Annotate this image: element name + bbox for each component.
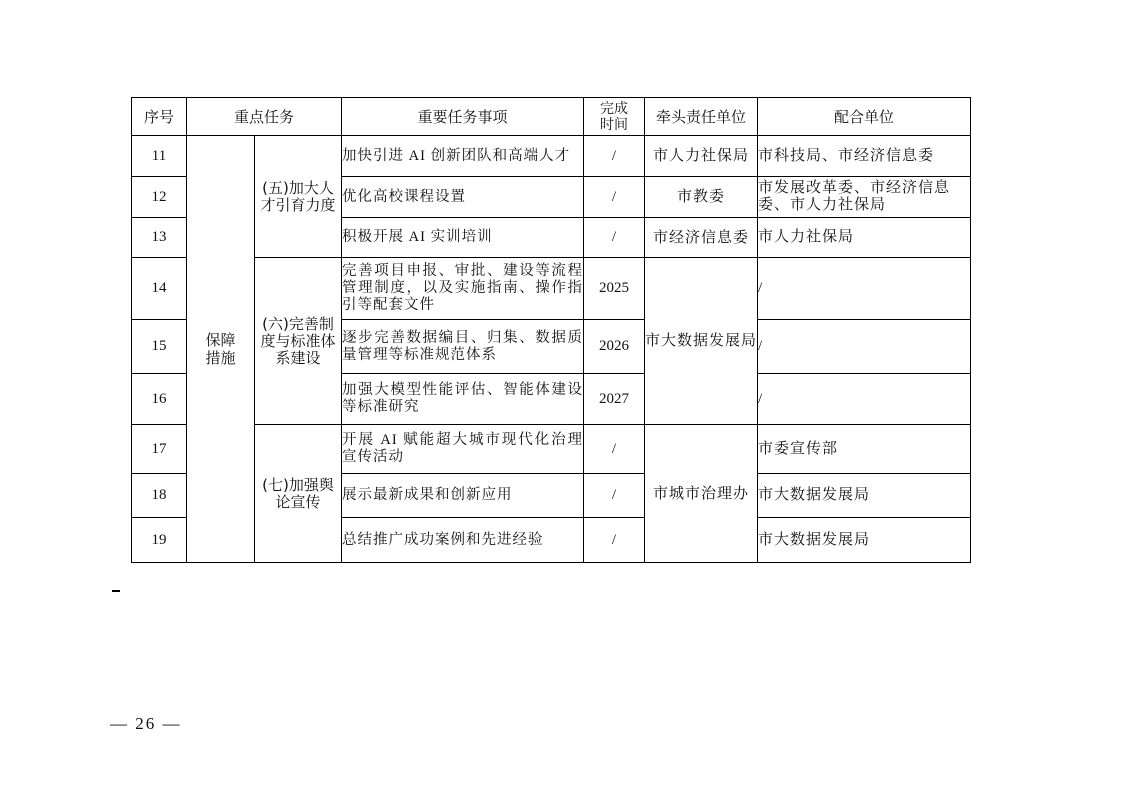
task-item: 开展 AI 赋能超大城市现代化治理宣传活动 bbox=[342, 425, 584, 474]
subtask-5: (五)加大人才引育力度 bbox=[255, 136, 342, 258]
footnote-dash bbox=[112, 590, 120, 592]
lead-unit-group-6: 市大数据发展局 bbox=[645, 258, 758, 425]
task-item: 完善项目申报、审批、建设等流程管理制度，以及实施指南、操作指引等配套文件 bbox=[342, 258, 584, 320]
header-lead: 牵头责任单位 bbox=[645, 98, 758, 136]
header-item: 重要任务事项 bbox=[342, 98, 584, 136]
header-co: 配合单位 bbox=[758, 98, 971, 136]
row-number: 13 bbox=[132, 218, 187, 258]
co-unit: 市委宣传部 bbox=[758, 425, 971, 474]
row-number: 11 bbox=[132, 136, 187, 177]
co-unit: / bbox=[758, 258, 971, 320]
row-number: 15 bbox=[132, 320, 187, 374]
page-number: — 26 — bbox=[110, 714, 182, 733]
co-unit: 市科技局、市经济信息委 bbox=[758, 136, 971, 177]
table-row bbox=[132, 136, 971, 177]
table-row bbox=[132, 425, 971, 474]
row-number: 16 bbox=[132, 374, 187, 425]
completion-time: / bbox=[584, 518, 645, 563]
table-row bbox=[132, 258, 971, 320]
header-time: 完成 时间 bbox=[584, 98, 645, 136]
completion-time: 2025 bbox=[584, 258, 645, 320]
task-item: 总结推广成功案例和先进经验 bbox=[342, 518, 584, 563]
category-cell: 保障措施 bbox=[187, 136, 255, 563]
task-item: 逐步完善数据编目、归集、数据质量管理等标准规范体系 bbox=[342, 320, 584, 374]
row-number: 19 bbox=[132, 518, 187, 563]
lead-unit: 市经济信息委 bbox=[645, 218, 758, 258]
co-unit: 市大数据发展局 bbox=[758, 474, 971, 518]
task-item: 优化高校课程设置 bbox=[342, 177, 584, 218]
subtask-6: (六)完善制度与标准体系建设 bbox=[255, 258, 342, 425]
completion-time: / bbox=[584, 177, 645, 218]
completion-time: 2026 bbox=[584, 320, 645, 374]
co-unit: 市人力社保局 bbox=[758, 218, 971, 258]
task-table bbox=[131, 97, 971, 563]
row-number: 17 bbox=[132, 425, 187, 474]
row-number: 18 bbox=[132, 474, 187, 518]
completion-time: / bbox=[584, 474, 645, 518]
task-item: 积极开展 AI 实训培训 bbox=[342, 218, 584, 258]
header-seq: 序号 bbox=[132, 98, 187, 136]
completion-time: / bbox=[584, 425, 645, 474]
header-task: 重点任务 bbox=[187, 98, 342, 136]
co-unit: / bbox=[758, 320, 971, 374]
co-unit: / bbox=[758, 374, 971, 425]
row-number: 14 bbox=[132, 258, 187, 320]
lead-unit-group-7: 市城市治理办 bbox=[645, 425, 758, 563]
subtask-7: (七)加强舆论宣传 bbox=[255, 425, 342, 563]
completion-time: / bbox=[584, 218, 645, 258]
completion-time: / bbox=[584, 136, 645, 177]
co-unit: 市大数据发展局 bbox=[758, 518, 971, 563]
lead-unit: 市人力社保局 bbox=[645, 136, 758, 177]
co-unit: 市发展改革委、市经济信息委、市人力社保局 bbox=[758, 177, 971, 218]
completion-time: 2027 bbox=[584, 374, 645, 425]
task-item: 展示最新成果和创新应用 bbox=[342, 474, 584, 518]
task-item: 加强大模型性能评估、智能体建设等标准研究 bbox=[342, 374, 584, 425]
task-item: 加快引进 AI 创新团队和高端人才 bbox=[342, 136, 584, 177]
row-number: 12 bbox=[132, 177, 187, 218]
lead-unit: 市教委 bbox=[645, 177, 758, 218]
table-header-row bbox=[132, 98, 971, 136]
